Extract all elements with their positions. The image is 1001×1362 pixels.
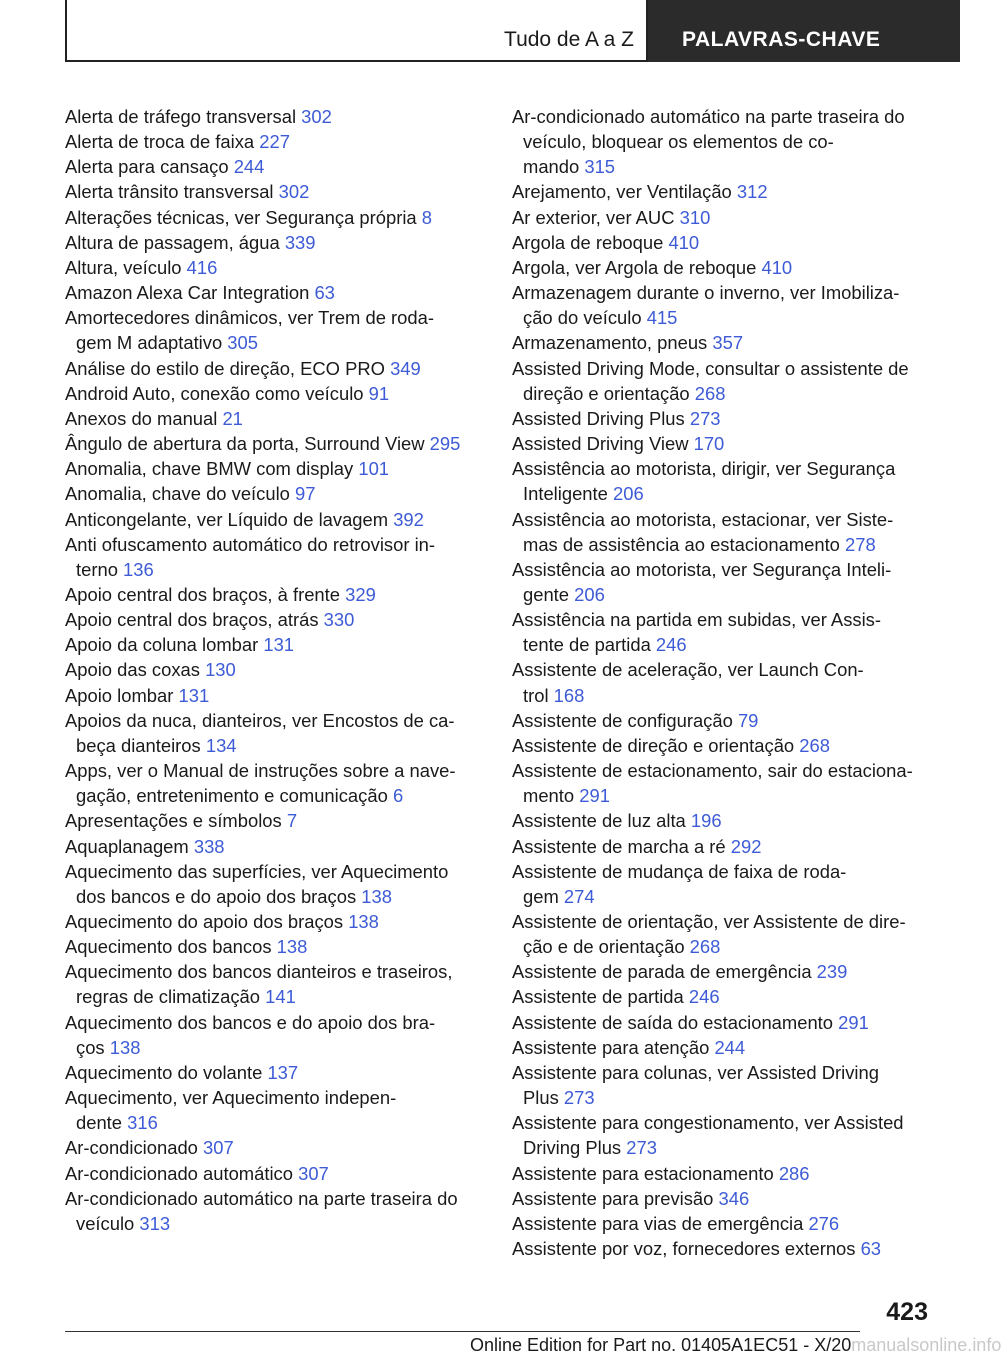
index-entry [512,1211,932,1236]
page-reference-link[interactable]: 415 [646,307,678,329]
index-term: Assistente de aceleração, ver Launch Con- [512,659,864,681]
index-entry [512,959,932,984]
page-reference-link[interactable]: 196 [690,810,722,832]
page-reference-link[interactable]: 63 [860,1238,882,1260]
index-entry [65,406,480,431]
index-entry [512,657,932,707]
index-entry [65,1085,480,1135]
index-term: Driving Plus [523,1137,627,1159]
index-entry [65,683,480,708]
index-term: gem M adaptativo [76,332,228,354]
page-reference-link[interactable]: 357 [712,332,744,354]
index-term: Aquecimento dos bancos [65,936,277,958]
index-term: Altura de passagem, água [65,231,285,253]
index-term: Assistente para colunas, ver Assisted Driving [512,1061,879,1083]
index-entry [512,431,932,456]
index-term: tente de partida [523,634,656,656]
index-entry [65,632,480,657]
page-reference-link[interactable]: 291 [838,1011,869,1033]
index-term: Aquaplanagem [65,835,194,857]
index-term: gação, entretenimento e comunicação [76,785,393,807]
index-entry [65,456,480,481]
index-entry [512,330,932,355]
index-entry [65,305,480,355]
page-reference-link[interactable]: 244 [233,156,265,178]
index-term: Apoio da coluna lombar [65,634,264,656]
page-reference-link[interactable]: 138 [276,936,308,958]
index-entry [65,808,480,833]
page-reference-link[interactable]: 138 [348,911,379,932]
page-reference-link[interactable]: 273 [563,1087,595,1109]
index-entry [512,205,932,230]
index-entry [512,104,932,179]
index-term: Armazenagem durante o inverno, ver Imobiliza- [512,282,900,304]
index-term: Anticongelante, ver Líquido de lavagem [65,508,394,530]
page-reference-link[interactable]: 141 [265,986,296,1008]
index-entry [512,507,932,557]
index-term: Assistente para vias de emergência [512,1212,809,1234]
page-reference-link[interactable]: 6 [392,785,404,807]
index-term: terno [76,558,124,580]
index-term: Inteligente [523,483,613,505]
page-reference-link[interactable]: 168 [553,684,585,706]
index-term: ços [76,1036,110,1058]
index-column-right [512,104,932,1261]
page-reference-link[interactable]: 410 [761,256,793,278]
page-reference-link[interactable]: 349 [390,357,421,379]
page-reference-link[interactable]: 329 [345,583,376,605]
page-reference-link[interactable]: 97 [295,483,316,505]
index-entry [65,129,480,154]
index-entry [512,255,932,280]
index-term: regras de climatização [76,986,266,1008]
footer-edition-text: Online Edition for Part no. 01405A1EC51 - X/20 [470,1335,852,1355]
index-term: Ar-condicionado [65,1137,204,1159]
page-reference-link[interactable]: 312 [736,181,768,203]
index-term: dente [76,1112,128,1134]
index-column-left [65,104,480,1236]
index-entry [512,859,932,909]
index-entry [65,657,480,682]
index-term: Análise do estilo de direção, ECO PRO [65,357,391,379]
index-term: Ar-condicionado automático na parte traseira do [65,1187,458,1209]
index-term: Android Auto, conexão como veículo [65,382,369,404]
index-entry [65,230,480,255]
index-entry [512,1010,932,1035]
index-entry [512,179,932,204]
page-number: 423 [886,1298,928,1326]
index-term: Assistente de partida [512,986,689,1008]
index-term: Anomalia, chave BMW com display [65,458,359,480]
index-entry [512,909,932,959]
index-term: Amortecedores dinâmicos, ver Trem de roda- [65,307,434,329]
index-entry [65,381,480,406]
index-term: Assistente de luz alta [512,810,691,832]
page-reference-link[interactable]: 136 [123,558,154,580]
index-term: Anti ofuscamento automático do retrovisor in- [65,533,436,555]
index-term: Aquecimento do apoio dos braços [65,911,349,932]
index-term: Alerta trânsito transversal [65,181,279,203]
index-entry [65,607,480,632]
index-entry [65,507,480,532]
page-reference-link[interactable]: 239 [816,961,848,983]
page-reference-link[interactable]: 268 [689,936,721,958]
index-entry [512,1186,932,1211]
index-term: Assistente por voz, fornecedores externos [512,1238,861,1260]
page-reference-link[interactable]: 276 [808,1212,840,1234]
page-reference-link[interactable]: 206 [574,583,605,605]
index-term: Assistente para previsão [512,1187,719,1209]
page-reference-link[interactable]: 392 [393,508,424,530]
footer-edition [470,1335,1001,1356]
page-reference-link[interactable]: 246 [655,634,687,656]
index-term: beça dianteiros [76,734,206,756]
page-reference-link[interactable]: 274 [563,885,595,907]
index-entry [65,280,480,305]
page-reference-link[interactable]: 307 [298,1162,329,1184]
page-reference-link[interactable]: 313 [139,1212,171,1234]
index-term: Alerta para cansaço [65,156,234,178]
page-reference-link[interactable]: 339 [284,231,316,253]
chapter-tab [648,0,960,62]
page-reference-link[interactable]: 130 [205,659,236,681]
index-term: Argola, ver Argola de reboque [512,256,762,278]
index-term: Assistente para atenção [512,1036,715,1058]
index-entry [512,834,932,859]
index-entry [512,1110,932,1160]
index-entry [512,406,932,431]
index-entry [65,1161,480,1186]
index-term: Anexos do manual [65,407,223,429]
page-reference-link[interactable]: 7 [286,810,298,832]
page-reference-link[interactable]: 410 [668,231,700,253]
index-entry [512,758,932,808]
index-entry [65,909,480,934]
index-entry [65,154,480,179]
index-term: Aquecimento das superfícies, ver Aquecimento [65,860,449,882]
index-entry [512,808,932,833]
page-reference-link[interactable]: 268 [799,734,830,756]
section-tab [65,0,648,62]
index-entry [512,984,932,1009]
chapter-title: PALAVRAS-CHAVE [682,28,881,51]
index-term: Assistente para congestionamento, ver Assisted [512,1112,904,1134]
index-entry [65,1060,480,1085]
index-term: Aquecimento do volante [65,1061,268,1083]
page-reference-link[interactable]: 302 [301,106,332,127]
index-term: Apoio central dos braços, à frente [65,583,346,605]
index-term: Ar-condicionado automático [65,1162,299,1184]
index-term: Arejamento, ver Ventilação [512,181,737,203]
index-term: Assistência ao motorista, ver Segurança Inteli- [512,558,892,580]
index-term: Aquecimento dos bancos dianteiros e traseiros, [65,961,453,983]
page-reference-link[interactable]: 286 [778,1162,810,1184]
page-reference-link[interactable]: 416 [186,256,218,278]
index-term: ção e de orientação [523,936,690,958]
index-term: Alerta de tráfego transversal [65,106,302,127]
page-reference-link[interactable]: 246 [688,986,720,1008]
page-reference-link[interactable]: 206 [612,483,644,505]
index-term: Anomalia, chave do veículo [65,483,296,505]
index-term: Ar-condicionado automático na parte traseira do [512,106,905,127]
index-term: Assistência ao motorista, estacionar, ver Siste- [512,508,894,530]
index-term: Assisted Driving Plus [512,407,690,429]
index-entry [65,959,480,1009]
index-entry [512,733,932,758]
index-entry [65,1186,480,1236]
index-entry [65,532,480,582]
index-term: veículo, bloquear os elementos de co- [523,131,834,153]
index-term: Apoio central dos braços, atrás [65,609,324,631]
index-term: dos bancos e do apoio dos braços [76,885,362,907]
page-reference-link[interactable]: 138 [109,1036,141,1058]
page-reference-link[interactable]: 79 [737,709,759,731]
index-entry [65,481,480,506]
index-term: Assistente de orientação, ver Assistente de dire- [512,911,906,932]
index-entry [512,280,932,330]
index-term: ção do veículo [523,307,647,329]
watermark-text: manualsonline.info [851,1335,1001,1355]
index-term: Altura, veículo [65,256,187,278]
index-entry [65,179,480,204]
page-header [65,0,960,64]
index-term: Apresentações e símbolos [65,810,287,832]
page-reference-link[interactable]: 273 [626,1137,657,1159]
index-term: Argola de reboque [512,231,669,253]
page-reference-link[interactable]: 244 [714,1036,746,1058]
index-term: Assisted Driving Mode, consultar o assistente de [512,357,909,379]
index-entry [512,1161,932,1186]
index-term: Alterações técnicas, ver Segurança própria [65,206,422,228]
index-entry [65,834,480,859]
page-reference-link[interactable]: 138 [361,885,392,907]
index-term: Aquecimento, ver Aquecimento indepen- [65,1087,397,1109]
page-reference-link[interactable]: 346 [718,1187,750,1209]
index-entry [65,356,480,381]
index-term: Apoios da nuca, dianteiros, ver Encostos de ca- [65,709,455,731]
page-reference-link[interactable]: 21 [222,407,243,429]
page-reference-link[interactable]: 291 [579,785,610,807]
page-reference-link[interactable]: 8 [421,206,432,228]
page-reference-link[interactable]: 315 [584,156,616,178]
page-reference-link[interactable]: 295 [429,433,461,455]
page-reference-link[interactable]: 305 [227,332,258,354]
page-reference-link[interactable]: 137 [267,1061,299,1083]
page-reference-link[interactable]: 91 [368,382,390,404]
index-term: Assistente de mudança de faixa de roda- [512,860,847,882]
index-entry [65,104,480,129]
index-term: Amazon Alexa Car Integration [65,282,315,304]
index-term: Apps, ver o Manual de instruções sobre a nave- [65,760,456,782]
index-term: direção e orientação [523,382,695,404]
index-entry [512,708,932,733]
index-term: Ar exterior, ver AUC [512,206,680,228]
index-term: Assistente para estacionamento [512,1162,779,1184]
index-term: Assistente de direção e orientação [512,734,800,756]
index-term: gente [523,583,575,605]
index-term: Assistente de saída do estacionamento [512,1011,839,1033]
page-reference-link[interactable]: 338 [193,835,225,857]
index-term: Alerta de troca de faixa [65,131,260,153]
index-entry [65,1135,480,1160]
page-reference-link[interactable]: 227 [259,131,290,153]
page-reference-link[interactable]: 307 [203,1137,234,1159]
index-term: Assistente de marcha a ré [512,835,731,857]
index-term: Aquecimento dos bancos e do apoio dos bra- [65,1011,436,1033]
index-entry [512,230,932,255]
index-term: Assistente de estacionamento, sair do estaciona- [512,760,913,782]
page-reference-link[interactable]: 273 [689,407,721,429]
index-term: Assisted Driving View [512,433,694,455]
index-entry [512,557,932,607]
index-entry [65,934,480,959]
page-reference-link[interactable]: 310 [679,206,711,228]
index-term: mando [523,156,585,178]
page-reference-link[interactable]: 63 [314,282,335,304]
index-term: Assistência ao motorista, dirigir, ver Segurança [512,458,896,480]
section-title: Tudo de A a Z [504,28,634,51]
index-entry [65,582,480,607]
index-term: mas de assistência ao estacionamento [523,533,846,555]
page-reference-link[interactable]: 268 [694,382,726,404]
page-reference-link[interactable]: 101 [358,458,390,480]
index-entry [65,758,480,808]
page-reference-link[interactable]: 278 [845,533,876,555]
index-term: Plus [523,1087,564,1109]
index-entry [65,859,480,909]
index-entry [512,607,932,657]
page-reference-link[interactable]: 292 [730,835,762,857]
page-reference-link[interactable]: 134 [205,734,237,756]
index-term: gem [523,885,564,907]
index-entry [512,1060,932,1110]
page-reference-link[interactable]: 302 [278,181,310,203]
page-reference-link[interactable]: 131 [178,684,210,706]
index-term: Armazenamento, pneus [512,332,713,354]
index-term: mento [523,785,580,807]
page-reference-link[interactable]: 131 [263,634,295,656]
index-term: veículo [76,1212,140,1234]
index-term: Apoio das coxas [65,659,206,681]
index-entry [65,255,480,280]
page-reference-link[interactable]: 316 [127,1112,158,1134]
index-entry [65,431,480,456]
index-entry [65,708,480,758]
index-entry [512,1035,932,1060]
footer-rule [65,1331,860,1332]
index-entry [65,1010,480,1060]
index-term: Ângulo de abertura da porta, Surround View [65,433,430,455]
index-entry [65,205,480,230]
index-entry [512,456,932,506]
index-term: Assistência na partida em subidas, ver Assis- [512,609,881,631]
index-entry [512,356,932,406]
index-term: trol [523,684,554,706]
page-reference-link[interactable]: 330 [323,609,355,631]
index-term: Assistente de configuração [512,709,738,731]
index-term: Assistente de parada de emergência [512,961,817,983]
index-entry [512,1236,932,1261]
index-term: Apoio lombar [65,684,179,706]
page-reference-link[interactable]: 170 [693,433,725,455]
